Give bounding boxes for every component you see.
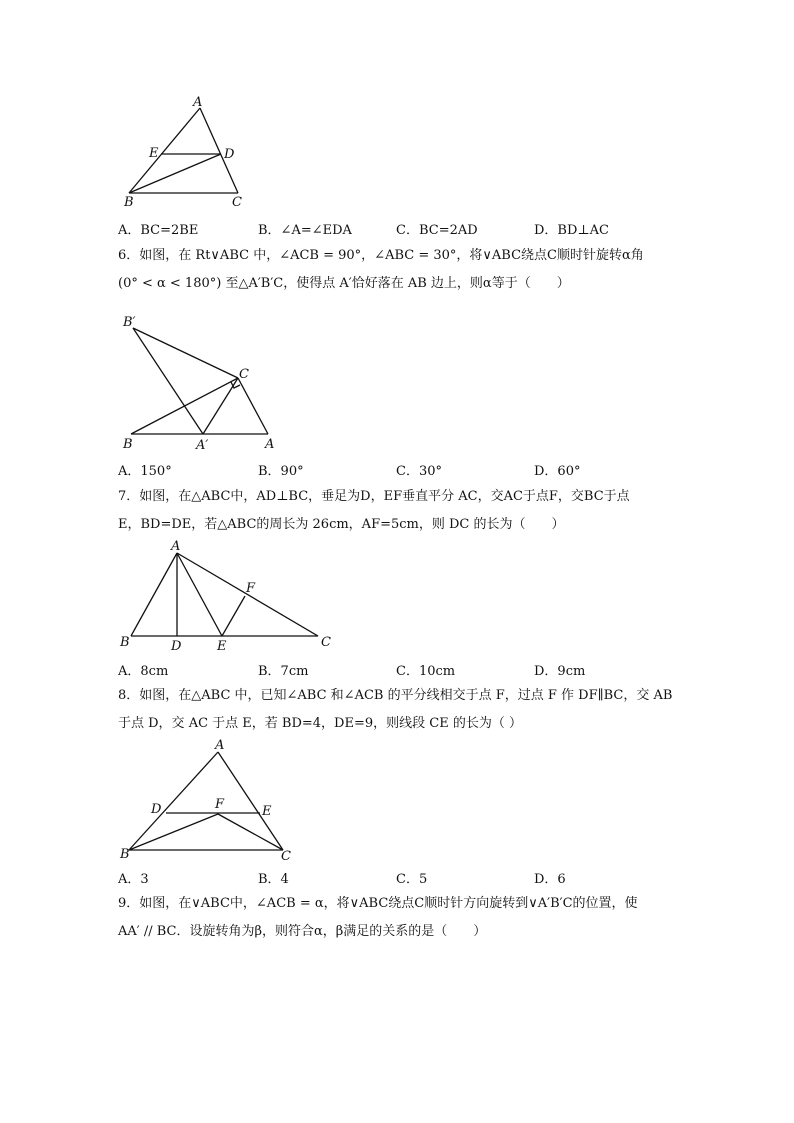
q8-label-e: E — [262, 804, 272, 819]
q8-options — [118, 868, 678, 888]
q8-option-d[interactable]: D．6 — [534, 872, 566, 887]
q6-question — [118, 242, 678, 298]
q6-option-a[interactable]: A．150° — [118, 464, 172, 479]
q7-label-c: C — [321, 635, 331, 650]
q8-angle-bisector-figure — [118, 738, 308, 864]
q6-options — [118, 460, 678, 480]
q7-question — [118, 483, 678, 539]
q7-option-a[interactable]: A．8cm — [118, 664, 169, 679]
q6-label-c: C — [239, 367, 249, 382]
q7-label-f: F — [246, 581, 256, 596]
q7-line-2: E，BD=DE，若△ABC的周长为 26cm，AF=5cm，则 DC 的长为（ ） — [118, 517, 565, 532]
q7-option-c[interactable]: C．10cm — [396, 664, 456, 679]
q5-triangle-figure — [118, 94, 258, 210]
q8-line-2: 于点 D，交 AC 于点 E，若 BD=4，DE=9，则线段 CE 的长为（ ） — [118, 716, 522, 731]
q8-option-c[interactable]: C．5 — [396, 872, 428, 887]
q6-option-d[interactable]: D．60° — [534, 464, 581, 479]
q6-label-a-prime: A′ — [196, 438, 209, 453]
q7-option-b[interactable]: B．7cm — [258, 664, 309, 679]
q5-label-a: A — [193, 95, 203, 110]
q8-label-f: F — [215, 797, 225, 812]
q8-label-c: C — [281, 849, 291, 864]
q6-option-b[interactable]: B．90° — [258, 464, 304, 479]
q6-line-1: 6．如图，在 Rt∨ABC 中，∠ACB = 90°，∠ABC = 30°，将∨ABC绕点C顺时针旋转α角 — [118, 248, 644, 263]
q8-question — [118, 682, 678, 738]
q5-label-e: E — [149, 146, 159, 161]
q7-label-b: B — [120, 635, 130, 650]
q7-triangle-figure — [118, 536, 338, 656]
q8-line-1: 8．如图，在△ABC 中，已知∠ABC 和∠ACB 的平分线相交于点 F，过点 F 作 DF∥BC，交 AB — [118, 688, 673, 703]
q8-option-b[interactable]: B．4 — [258, 872, 289, 887]
q6-label-a: A — [265, 437, 275, 452]
q5-option-d[interactable]: D．BD⊥AC — [534, 223, 609, 238]
q7-label-d: D — [171, 639, 182, 654]
q6-option-c[interactable]: C．30° — [396, 464, 442, 479]
q7-line-1: 7．如图，在△ABC中，AD⊥BC，垂足为D，EF垂直平分 AC，交AC于点F，交BC于点 — [118, 489, 630, 504]
q7-label-a: A — [171, 539, 181, 554]
q6-label-b-prime: B′ — [123, 315, 136, 330]
q8-label-a: A — [215, 738, 225, 753]
q5-options — [118, 219, 678, 239]
q7-options — [118, 660, 678, 680]
q5-option-c[interactable]: C．BC=2AD — [396, 223, 478, 238]
q5-label-c: C — [232, 195, 242, 210]
q7-label-e: E — [217, 639, 227, 654]
q6-label-b: B — [123, 437, 133, 452]
q9-line-1: 9．如图，在∨ABC中，∠ACB = α，将∨ABC绕点C顺时针方向旋转到∨A′B′C的位置，使 — [118, 896, 638, 911]
q8-label-b: B — [120, 847, 130, 862]
q6-rotation-figure — [118, 308, 288, 458]
q8-option-a[interactable]: A．3 — [118, 872, 149, 887]
q6-line-2: (0° < α < 180°) 至△A′B′C，使得点 A′恰好落在 AB 边上，则α等于（ ） — [118, 276, 570, 291]
q5-option-a[interactable]: A．BC=2BE — [118, 223, 199, 238]
q9-question — [118, 890, 678, 946]
q5-label-d: D — [224, 147, 235, 162]
q9-line-2: AA′ // BC．设旋转角为β，则符合α，β满足的关系的是（ ） — [118, 924, 487, 939]
q5-option-b[interactable]: B．∠A=∠EDA — [258, 223, 352, 238]
q8-label-d: D — [151, 802, 162, 817]
q7-option-d[interactable]: D．9cm — [534, 664, 586, 679]
q5-label-b: B — [124, 195, 134, 210]
